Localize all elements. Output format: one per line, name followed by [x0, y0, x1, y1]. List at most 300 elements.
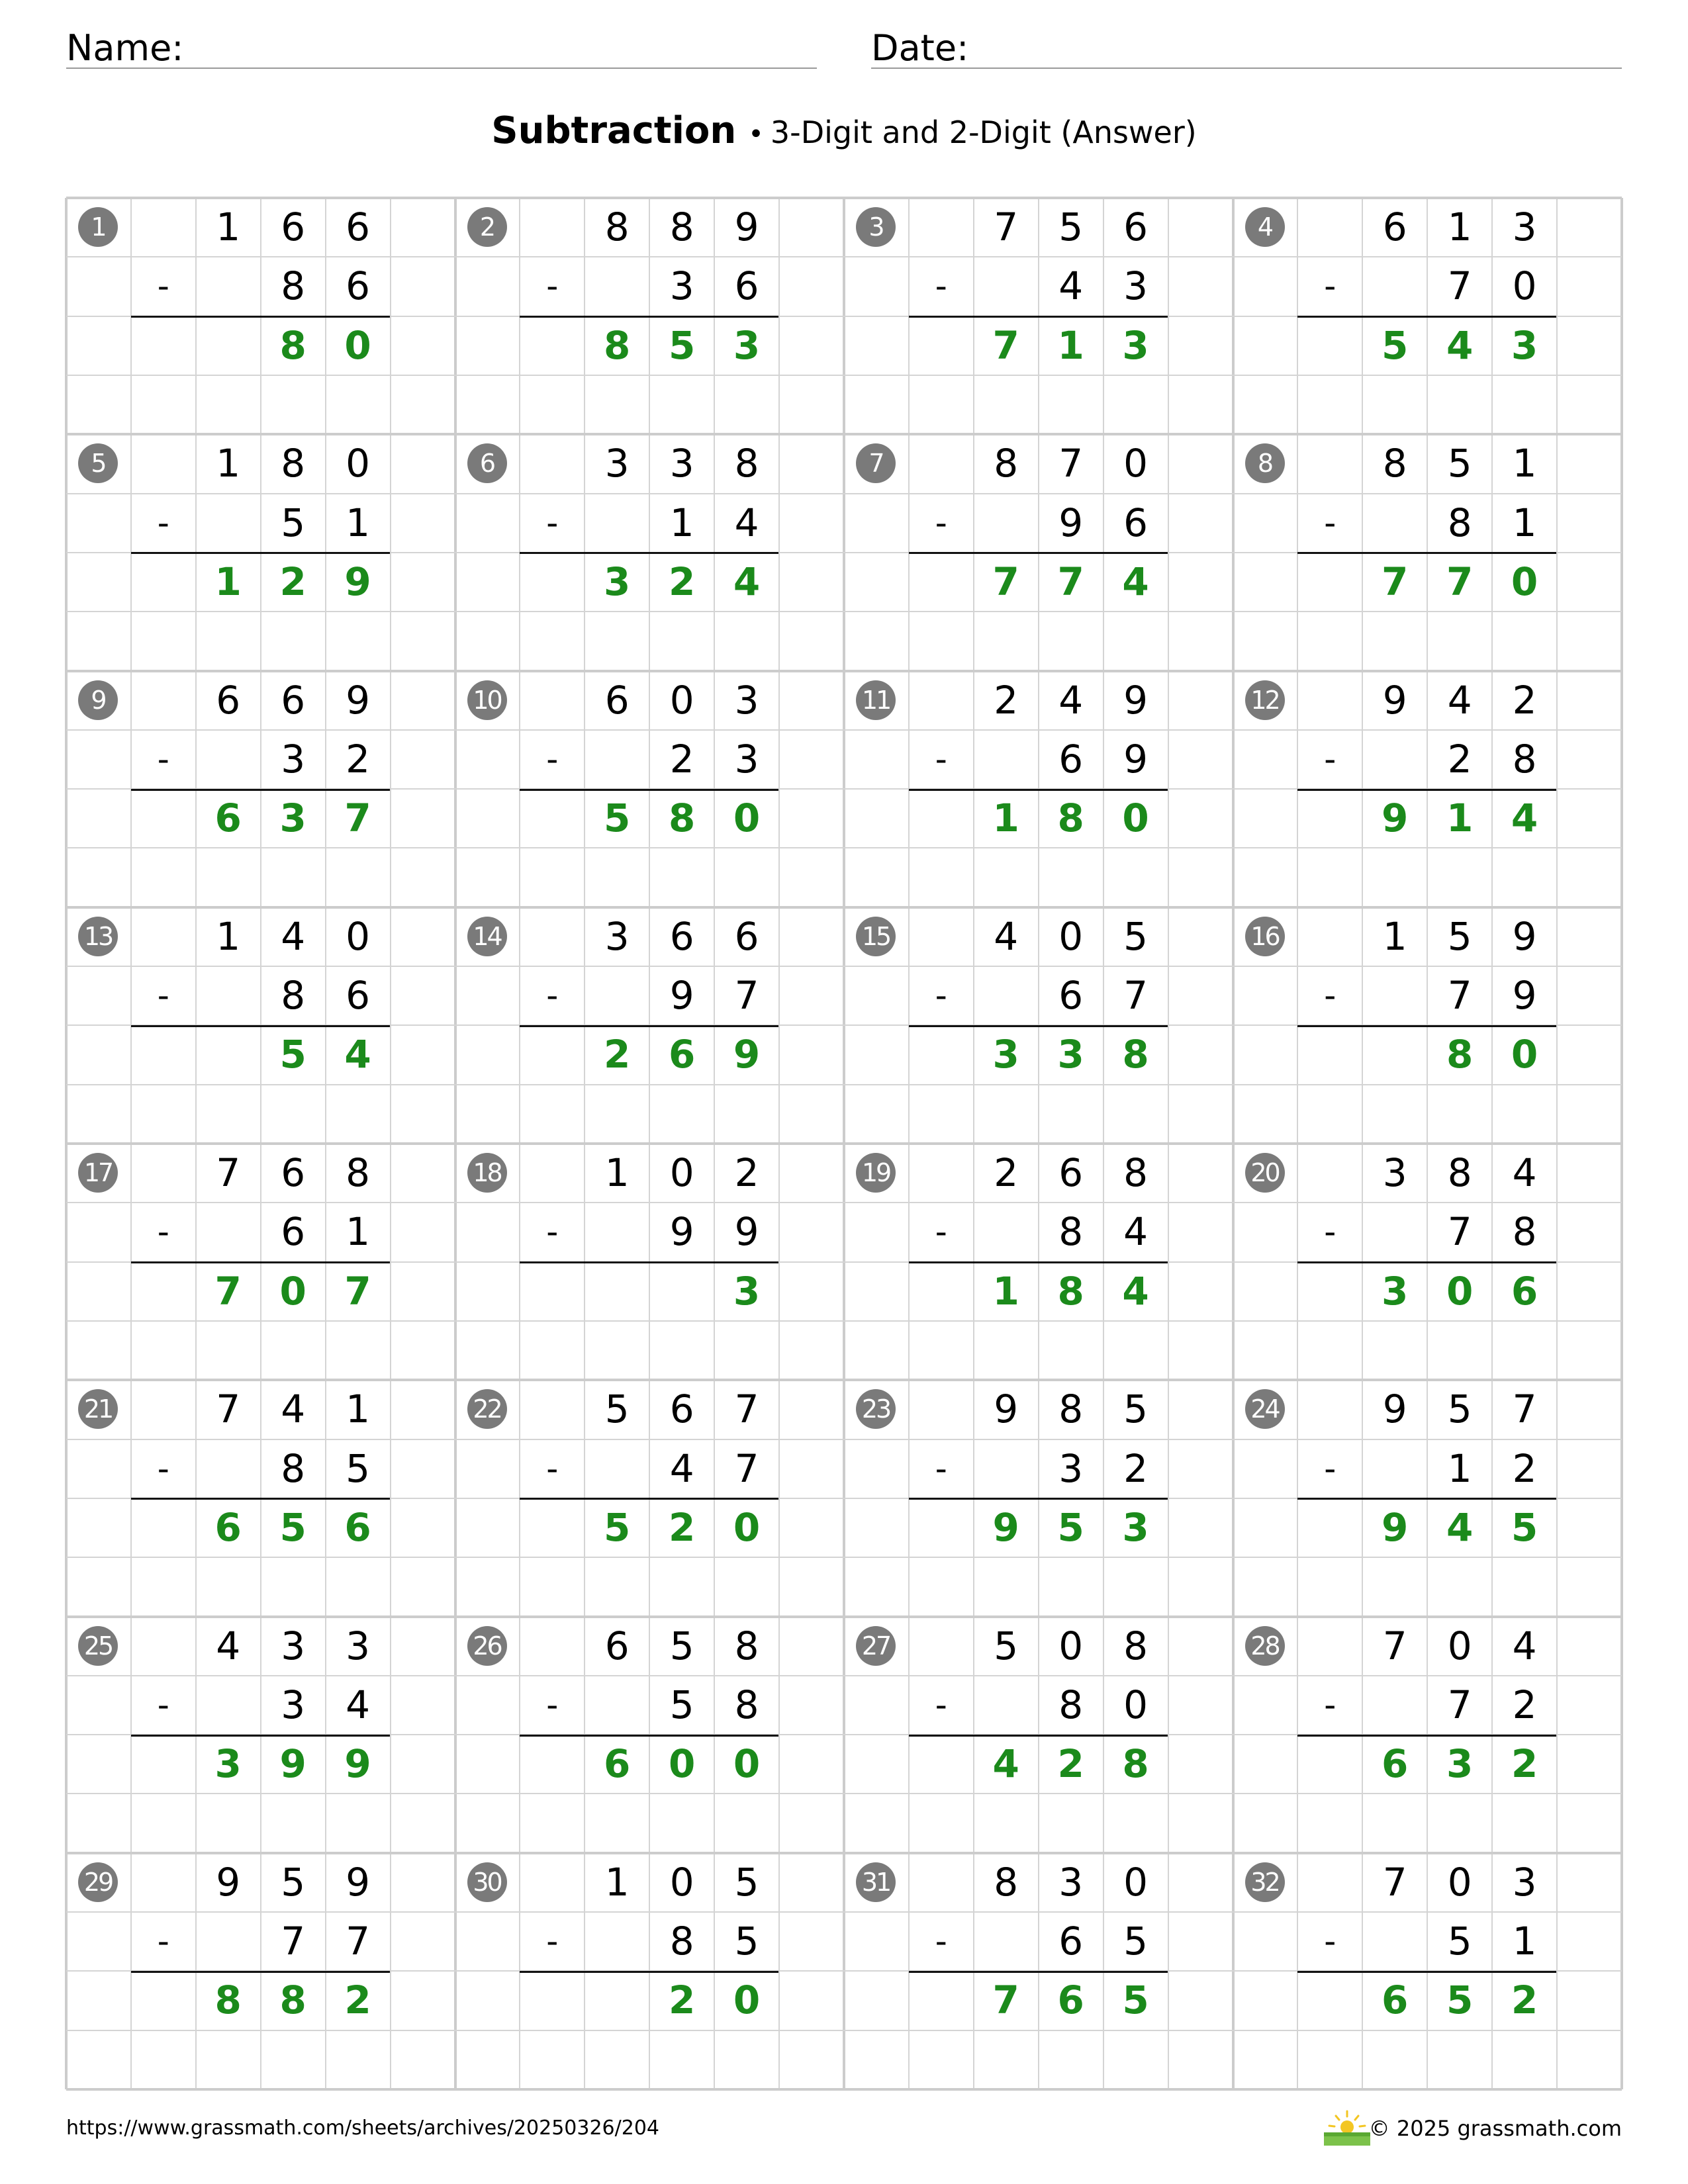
minuend-digit: 3 — [1382, 1150, 1407, 1195]
subtrahend-digit: 9 — [1123, 736, 1148, 782]
name-label: Name: — [66, 27, 184, 69]
minuend-digit: 1 — [1382, 913, 1407, 959]
minuend-digit: 6 — [281, 205, 306, 250]
subtrahend-digit: 7 — [1447, 1209, 1472, 1255]
subtrahend-digit: 6 — [1058, 1919, 1084, 1964]
answer-digit: 2 — [668, 1504, 696, 1550]
minus-sign: - — [546, 1922, 559, 1961]
problem-number-badge: 24 — [1245, 1389, 1285, 1429]
problem — [66, 907, 455, 1144]
problem — [455, 1144, 844, 1380]
minuend-digit: 4 — [216, 1623, 241, 1668]
problem-number-badge: 27 — [856, 1626, 896, 1666]
problem — [844, 907, 1233, 1144]
minuend-digit: 3 — [1058, 1859, 1084, 1905]
answer-digit: 7 — [1382, 559, 1409, 604]
minuend-digit: 6 — [734, 913, 759, 959]
problem-number-badge: 1 — [78, 207, 118, 247]
problem-number-badge: 31 — [856, 1862, 896, 1902]
minuend-digit: 0 — [1447, 1623, 1472, 1668]
answer-digit: 3 — [1122, 322, 1149, 368]
subtrahend-digit: 9 — [669, 973, 694, 1019]
answer-line — [520, 1498, 778, 1500]
problem-number-badge: 6 — [467, 443, 507, 483]
minuend-digit: 0 — [1123, 1859, 1148, 1905]
minuend-digit: 6 — [604, 1623, 630, 1668]
minuend-digit: 1 — [604, 1150, 630, 1195]
subtrahend-digit: 1 — [346, 1209, 370, 1255]
answer-line — [520, 316, 778, 318]
subtrahend-digit: 3 — [281, 1682, 306, 1727]
minuend-digit: 4 — [994, 913, 1019, 959]
answer-digit: 5 — [1511, 1504, 1538, 1550]
subtrahend-digit: 3 — [281, 736, 306, 782]
answer-digit: 9 — [733, 1032, 761, 1077]
minuend-digit: 9 — [994, 1387, 1019, 1432]
minuend-digit: 1 — [1447, 205, 1472, 250]
answer-line — [909, 316, 1168, 318]
subtrahend-digit: 5 — [281, 500, 306, 545]
minuend-digit: 7 — [994, 205, 1019, 250]
subtrahend-digit: 5 — [1447, 1919, 1472, 1964]
answer-digit: 7 — [344, 796, 371, 841]
minuend-digit: 1 — [346, 1387, 370, 1432]
minus-sign: - — [1324, 1449, 1336, 1488]
answer-digit: 4 — [1446, 1504, 1474, 1550]
minus-sign: - — [935, 1922, 947, 1961]
subtrahend-digit: 2 — [1512, 1682, 1537, 1727]
answer-digit: 8 — [279, 322, 306, 368]
minuend-digit: 4 — [281, 913, 306, 959]
subtrahend-digit: 7 — [734, 973, 759, 1019]
answer-digit: 3 — [604, 559, 631, 604]
answer-digit: 1 — [992, 1268, 1019, 1314]
subtrahend-digit: 6 — [346, 263, 370, 309]
problem — [844, 434, 1233, 670]
answer-digit: 0 — [668, 1741, 696, 1787]
answer-digit: 0 — [1446, 1268, 1474, 1314]
answer-digit: 8 — [1057, 796, 1084, 841]
minuend-digit: 0 — [346, 441, 370, 486]
problem — [1233, 671, 1622, 907]
subtrahend-digit: 8 — [281, 263, 306, 309]
answer-digit: 3 — [1511, 322, 1538, 368]
answer-digit: 0 — [1122, 796, 1149, 841]
problem-number-badge: 20 — [1245, 1153, 1285, 1193]
answer-digit: 6 — [1511, 1268, 1538, 1314]
minuend-digit: 2 — [994, 677, 1019, 723]
title-main: Subtraction — [491, 109, 737, 152]
minuend-digit: 7 — [1058, 441, 1084, 486]
minuend-digit: 8 — [734, 441, 759, 486]
answer-line — [131, 1498, 390, 1500]
minuend-digit: 9 — [346, 1859, 370, 1905]
answer-digit: 7 — [344, 1268, 371, 1314]
answer-line — [520, 789, 778, 791]
problem-number-badge: 5 — [78, 443, 118, 483]
problem — [66, 198, 455, 434]
subtrahend-digit: 8 — [1512, 736, 1537, 782]
problem — [455, 434, 844, 670]
answer-digit: 3 — [1446, 1741, 1474, 1787]
problem-number-badge: 32 — [1245, 1862, 1285, 1902]
answer-digit: 0 — [1511, 559, 1538, 604]
minus-sign: - — [546, 1449, 559, 1488]
minus-sign: - — [935, 1685, 947, 1724]
minuend-digit: 9 — [1123, 677, 1148, 723]
minus-sign: - — [1324, 267, 1336, 306]
problem-number-badge: 11 — [856, 680, 896, 720]
minuend-digit: 5 — [1058, 205, 1084, 250]
subtrahend-digit: 2 — [1447, 736, 1472, 782]
minuend-digit: 4 — [1512, 1150, 1537, 1195]
minuend-digit: 3 — [734, 677, 759, 723]
answer-digit: 5 — [279, 1504, 306, 1550]
subtrahend-digit: 4 — [1123, 1209, 1148, 1255]
problem — [844, 1380, 1233, 1616]
answer-digit: 5 — [604, 1504, 631, 1550]
subtrahend-digit: 4 — [1058, 263, 1084, 309]
minuend-digit: 9 — [1382, 1387, 1407, 1432]
problem — [1233, 907, 1622, 1144]
answer-digit: 6 — [214, 796, 242, 841]
subtrahend-digit: 7 — [1447, 263, 1472, 309]
minuend-digit: 6 — [669, 913, 694, 959]
minuend-digit: 5 — [994, 1623, 1019, 1668]
answer-digit: 1 — [1057, 322, 1084, 368]
answer-digit: 8 — [604, 322, 631, 368]
answer-digit: 1 — [992, 796, 1019, 841]
answer-digit: 4 — [344, 1032, 371, 1077]
problem — [455, 1380, 844, 1616]
answer-line — [131, 789, 390, 791]
problem-number-badge: 23 — [856, 1389, 896, 1429]
answer-digit: 8 — [214, 1978, 242, 2023]
subtrahend-digit: 3 — [1123, 263, 1148, 309]
problem — [844, 671, 1233, 907]
answer-digit: 5 — [604, 796, 631, 841]
answer-digit: 2 — [1511, 1741, 1538, 1787]
minuend-digit: 3 — [1512, 205, 1537, 250]
minus-sign: - — [546, 267, 559, 306]
answer-line — [909, 552, 1168, 554]
minus-sign: - — [546, 503, 559, 542]
minuend-digit: 6 — [281, 1150, 306, 1195]
minuend-digit: 6 — [1123, 205, 1148, 250]
problem — [66, 1853, 455, 2089]
subtrahend-digit: 6 — [346, 973, 370, 1019]
answer-line — [1297, 1971, 1556, 1973]
answer-line — [520, 1025, 778, 1027]
minuend-digit: 5 — [1123, 1387, 1148, 1432]
problem — [1233, 198, 1622, 434]
answer-line — [520, 1261, 778, 1263]
answer-digit: 3 — [1122, 1504, 1149, 1550]
minuend-digit: 2 — [994, 1150, 1019, 1195]
answer-digit: 9 — [1382, 796, 1409, 841]
minus-sign: - — [1324, 1922, 1336, 1961]
answer-digit: 8 — [1122, 1741, 1149, 1787]
problem-number-badge: 25 — [78, 1626, 118, 1666]
minuend-digit: 3 — [346, 1623, 370, 1668]
answer-digit: 3 — [279, 796, 306, 841]
minuend-digit: 8 — [604, 205, 630, 250]
name-line — [66, 68, 817, 69]
minus-sign: - — [546, 739, 559, 778]
problem — [455, 1617, 844, 1853]
minus-sign: - — [935, 1449, 947, 1488]
problem-number-badge: 18 — [467, 1153, 507, 1193]
answer-digit: 4 — [1511, 796, 1538, 841]
minuend-digit: 8 — [281, 441, 306, 486]
minuend-digit: 3 — [604, 913, 630, 959]
answer-line — [131, 316, 390, 318]
subtrahend-digit: 9 — [1058, 500, 1084, 545]
minuend-digit: 2 — [1512, 677, 1537, 723]
answer-digit: 5 — [1122, 1978, 1149, 2023]
minus-sign: - — [935, 976, 947, 1015]
answer-digit: 2 — [279, 559, 306, 604]
problem-number-badge: 22 — [467, 1389, 507, 1429]
answer-digit: 0 — [279, 1268, 306, 1314]
problem — [1233, 1853, 1622, 2089]
subtrahend-digit: 4 — [669, 1445, 694, 1491]
minuend-digit: 4 — [1512, 1623, 1537, 1668]
answer-digit: 6 — [1382, 1741, 1409, 1787]
problem-number-badge: 28 — [1245, 1626, 1285, 1666]
answer-digit: 0 — [1511, 1032, 1538, 1077]
answer-digit: 5 — [668, 322, 696, 368]
subtrahend-digit: 5 — [1123, 1919, 1148, 1964]
answer-digit: 6 — [668, 1032, 696, 1077]
minus-sign: - — [1324, 976, 1336, 1015]
minuend-digit: 5 — [281, 1859, 306, 1905]
answer-digit: 6 — [344, 1504, 371, 1550]
problem — [455, 1853, 844, 2089]
subtrahend-digit: 4 — [734, 500, 759, 545]
answer-digit: 4 — [1446, 322, 1474, 368]
answer-line — [131, 1261, 390, 1263]
answer-line — [909, 1025, 1168, 1027]
problem — [844, 1144, 1233, 1380]
problem-number-badge: 16 — [1245, 917, 1285, 956]
answer-digit: 2 — [1057, 1741, 1084, 1787]
answer-digit: 8 — [1446, 1032, 1474, 1077]
subtrahend-digit: 2 — [346, 736, 370, 782]
minus-sign: - — [1324, 1685, 1336, 1724]
answer-line — [520, 552, 778, 554]
answer-line — [1297, 316, 1556, 318]
minuend-digit: 5 — [1447, 1387, 1472, 1432]
minuend-digit: 9 — [1382, 677, 1407, 723]
answer-digit: 9 — [344, 1741, 371, 1787]
minuend-digit: 6 — [346, 205, 370, 250]
minuend-digit: 7 — [1382, 1623, 1407, 1668]
minuend-digit: 1 — [216, 913, 241, 959]
date-line — [871, 68, 1622, 69]
problem-number-badge: 17 — [78, 1153, 118, 1193]
subtrahend-digit: 7 — [1447, 1682, 1472, 1727]
answer-digit: 7 — [214, 1268, 242, 1314]
minuend-digit: 8 — [1123, 1623, 1148, 1668]
minuend-digit: 7 — [1382, 1859, 1407, 1905]
subtrahend-digit: 0 — [1123, 1682, 1148, 1727]
answer-line — [1297, 1498, 1556, 1500]
problem — [66, 434, 455, 670]
answer-line — [909, 1971, 1168, 1973]
minuend-digit: 3 — [604, 441, 630, 486]
minuend-digit: 6 — [1382, 205, 1407, 250]
answer-line — [131, 1025, 390, 1027]
problem-number-badge: 21 — [78, 1389, 118, 1429]
answer-line — [909, 1261, 1168, 1263]
minuend-digit: 5 — [1447, 441, 1472, 486]
minus-sign: - — [1324, 1212, 1336, 1251]
sun-over-grass-icon — [1321, 2107, 1373, 2147]
subtrahend-digit: 6 — [1058, 973, 1084, 1019]
problem-number-badge: 13 — [78, 917, 118, 956]
minuend-digit: 1 — [604, 1859, 630, 1905]
answer-line — [1297, 1735, 1556, 1737]
problem — [844, 198, 1233, 434]
subtrahend-digit: 3 — [734, 736, 759, 782]
minuend-digit: 8 — [1058, 1387, 1084, 1432]
subtrahend-digit: 9 — [669, 1209, 694, 1255]
subtrahend-digit: 8 — [1447, 500, 1472, 545]
problem-number-badge: 8 — [1245, 443, 1285, 483]
subtrahend-digit: 7 — [1447, 973, 1472, 1019]
problem — [1233, 1144, 1622, 1380]
problem — [455, 907, 844, 1144]
minuend-digit: 0 — [1123, 441, 1148, 486]
answer-digit: 0 — [733, 1741, 761, 1787]
subtrahend-digit: 2 — [1512, 1445, 1537, 1491]
minuend-digit: 9 — [216, 1859, 241, 1905]
minuend-digit: 0 — [669, 1859, 694, 1905]
minuend-digit: 6 — [216, 677, 241, 723]
minuend-digit: 0 — [1058, 913, 1084, 959]
subtrahend-digit: 8 — [734, 1682, 759, 1727]
answer-digit: 3 — [992, 1032, 1019, 1077]
answer-digit: 7 — [992, 1978, 1019, 2023]
answer-digit: 6 — [1382, 1978, 1409, 2023]
answer-digit: 2 — [668, 1978, 696, 2023]
minuend-digit: 7 — [216, 1150, 241, 1195]
subtrahend-digit: 3 — [669, 263, 694, 309]
subtrahend-digit: 8 — [1512, 1209, 1537, 1255]
answer-digit: 8 — [1122, 1032, 1149, 1077]
problem-number-badge: 29 — [78, 1862, 118, 1902]
minuend-digit: 3 — [669, 441, 694, 486]
subtrahend-digit: 1 — [1512, 1919, 1537, 1964]
subtrahend-digit: 5 — [669, 1682, 694, 1727]
title-bullet: • — [748, 119, 764, 150]
problem-number-badge: 12 — [1245, 680, 1285, 720]
problem-number-badge: 26 — [467, 1626, 507, 1666]
minuend-digit: 0 — [1058, 1623, 1084, 1668]
answer-line — [909, 789, 1168, 791]
answer-digit: 3 — [214, 1741, 242, 1787]
minus-sign: - — [935, 267, 947, 306]
problem — [1233, 434, 1622, 670]
answer-line — [131, 552, 390, 554]
minus-sign: - — [935, 1212, 947, 1251]
minus-sign: - — [157, 1922, 169, 1961]
minus-sign: - — [157, 267, 169, 306]
answer-digit: 5 — [1382, 322, 1409, 368]
minuend-digit: 5 — [1447, 913, 1472, 959]
title-subtitle: 3-Digit and 2-Digit (Answer) — [770, 114, 1197, 150]
answer-digit: 2 — [668, 559, 696, 604]
problem — [844, 1617, 1233, 1853]
answer-line — [1297, 1025, 1556, 1027]
problem-number-badge: 10 — [467, 680, 507, 720]
answer-digit: 6 — [1057, 1978, 1084, 2023]
answer-digit: 3 — [733, 322, 761, 368]
problem — [66, 1144, 455, 1380]
answer-digit: 0 — [344, 322, 371, 368]
subtrahend-digit: 8 — [669, 1919, 694, 1964]
minuend-digit: 4 — [1447, 677, 1472, 723]
minus-sign: - — [157, 976, 169, 1015]
answer-digit: 1 — [214, 559, 242, 604]
subtrahend-digit: 1 — [669, 500, 694, 545]
minus-sign: - — [157, 739, 169, 778]
problem-number-badge: 7 — [856, 443, 896, 483]
answer-digit: 3 — [733, 1268, 761, 1314]
answer-digit: 2 — [604, 1032, 631, 1077]
answer-line — [131, 1735, 390, 1737]
subtrahend-digit: 4 — [346, 1682, 370, 1727]
subtrahend-digit: 5 — [734, 1919, 759, 1964]
minuend-digit: 3 — [281, 1623, 306, 1668]
answer-line — [520, 1971, 778, 1973]
minuend-digit: 5 — [669, 1623, 694, 1668]
subtrahend-digit: 6 — [1058, 736, 1084, 782]
minus-sign: - — [1324, 503, 1336, 542]
minuend-digit: 6 — [281, 677, 306, 723]
answer-digit: 9 — [992, 1504, 1019, 1550]
minuend-digit: 8 — [994, 441, 1019, 486]
subtrahend-digit: 1 — [346, 500, 370, 545]
problem-number-badge: 14 — [467, 917, 507, 956]
subtrahend-digit: 8 — [1058, 1209, 1084, 1255]
minus-sign: - — [157, 1685, 169, 1724]
problem — [455, 671, 844, 907]
minuend-digit: 0 — [669, 677, 694, 723]
subtrahend-digit: 8 — [1058, 1682, 1084, 1727]
answer-digit: 9 — [279, 1741, 306, 1787]
minus-sign: - — [546, 1685, 559, 1724]
minuend-digit: 3 — [1512, 1859, 1537, 1905]
minuend-digit: 8 — [1123, 1150, 1148, 1195]
minuend-digit: 4 — [281, 1387, 306, 1432]
problem-number-badge: 2 — [467, 207, 507, 247]
answer-digit: 1 — [1446, 796, 1474, 841]
problem — [844, 1853, 1233, 2089]
minuend-digit: 8 — [734, 1623, 759, 1668]
minuend-digit: 0 — [1447, 1859, 1472, 1905]
minuend-digit: 9 — [734, 205, 759, 250]
subtrahend-digit: 8 — [281, 973, 306, 1019]
subtrahend-digit: 7 — [281, 1919, 306, 1964]
minuend-digit: 7 — [1512, 1387, 1537, 1432]
answer-digit: 2 — [1511, 1978, 1538, 2023]
minuend-digit: 9 — [1512, 913, 1537, 959]
subtrahend-digit: 2 — [669, 736, 694, 782]
subtrahend-digit: 7 — [734, 1445, 759, 1491]
minuend-digit: 9 — [346, 677, 370, 723]
